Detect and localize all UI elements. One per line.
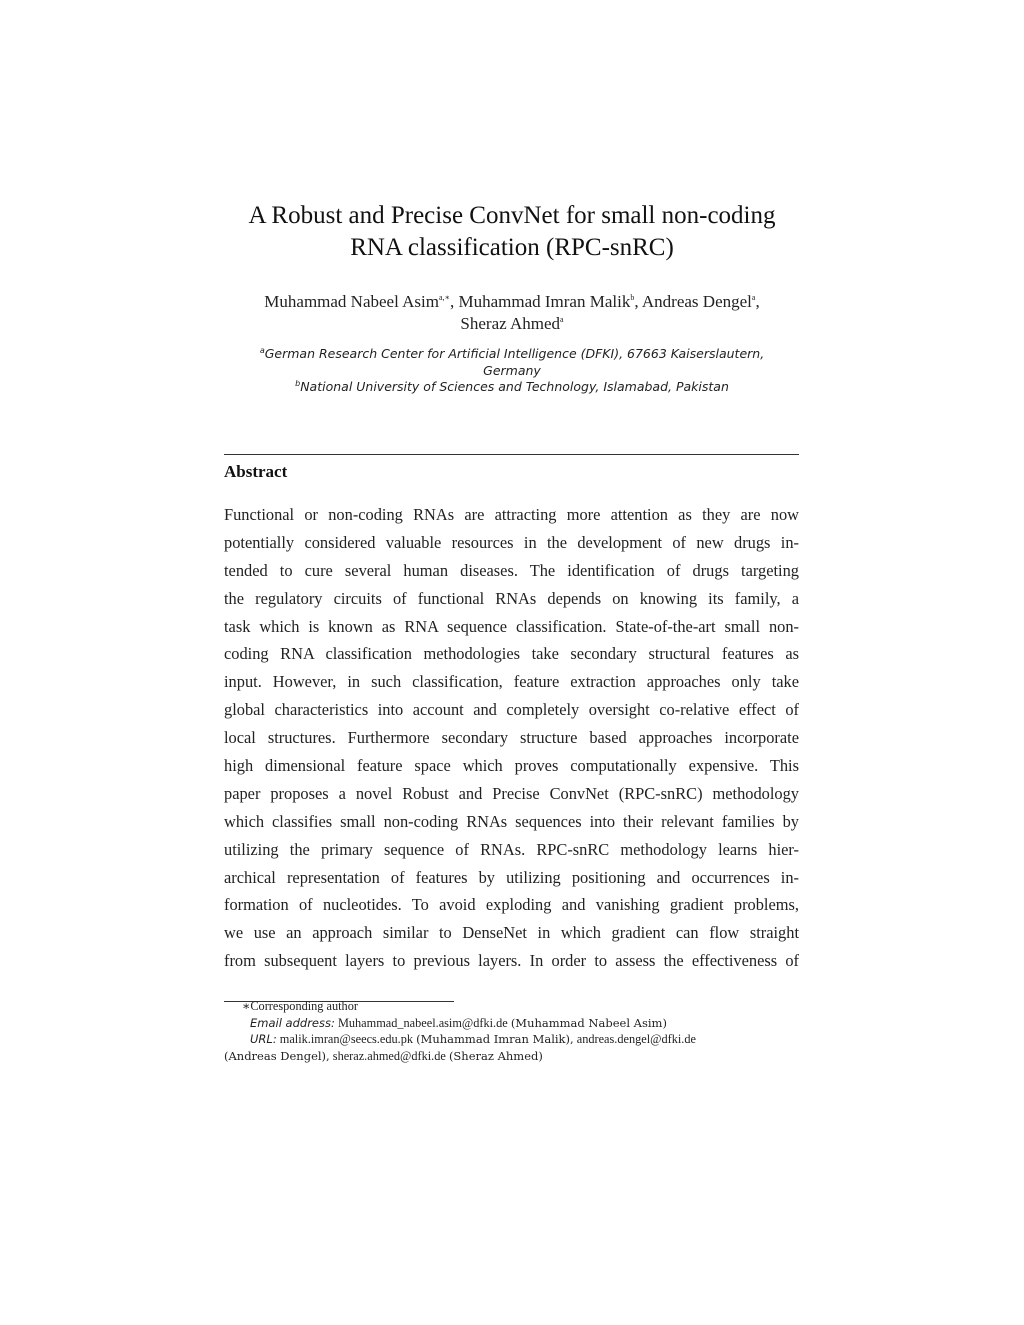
author-mark: a (751, 293, 756, 302)
author-name: Muhammad Nabeel Asim (264, 292, 439, 311)
email-label: Email address: (250, 1015, 335, 1030)
affiliation-mark: b (295, 379, 301, 388)
footnotes (224, 998, 799, 1064)
abstract-body (224, 501, 799, 975)
url-link[interactable]: andreas.dengel@dfki.de (576, 1032, 696, 1047)
abstract-line: task which is known as RNA sequence classification. State-of-the-art small non- (224, 616, 799, 636)
author-list (200, 291, 824, 335)
abstract-heading: Abstract (224, 462, 288, 481)
author-mark: a (560, 315, 564, 324)
abstract-line: coding RNA classification methodologies take secondary structural features as (224, 644, 799, 664)
author-mark: b (630, 293, 635, 302)
abstract-line: we use an approach similar to DenseNet in which gradient can flow straight (224, 923, 799, 943)
author-name: Andreas Dengel (641, 292, 752, 311)
title-line-2: RNA classification (RPC-snRC) (350, 234, 674, 261)
affiliation-text: German Research Center for Artificial Intelligence (DFKI), 67663 Kaiserslautern, (264, 346, 765, 361)
abstract-divider (224, 454, 799, 455)
title-line-1: A Robust and Precise ConvNet for small non-coding (248, 202, 776, 229)
footnote-email (224, 1015, 799, 1032)
author-separator: , (634, 292, 639, 311)
url-owner: (Muhammad Imran Malik), (416, 1032, 574, 1047)
abstract-line: the regulatory circuits of functional RNAs depends on knowing its family, a (224, 588, 799, 608)
author-separator: , (449, 292, 455, 311)
footnote-url-cont (224, 1048, 799, 1065)
author-line-1 (200, 291, 824, 313)
author-mark: a,∗ (438, 293, 450, 302)
abstract-line: archical representation of features by utilizing positioning and occurrences in- (224, 867, 799, 887)
abstract-line: high dimensional feature space which proves computationally expensive. This (224, 756, 799, 776)
url-link[interactable]: malik.imran@seecs.edu.pk (279, 1032, 414, 1047)
abstract-line: which classifies small non-coding RNAs sequences into their relevant families by (224, 811, 799, 831)
abstract-line: Functional or non-coding RNAs are attracting more attention as they are now (224, 505, 799, 524)
footnote-url (224, 1031, 799, 1048)
url-owner: (Sheraz Ahmed) (448, 1048, 543, 1063)
affiliation-mark: a (259, 346, 265, 355)
author-separator: , (755, 292, 760, 311)
footnote-corresponding: ∗Corresponding author (242, 999, 358, 1013)
abstract-line: local structures. Furthermore secondary structure based approaches incorporate (224, 728, 799, 748)
url-label: URL: (250, 1032, 277, 1047)
abstract-line: paper proposes a novel Robust and Precise ConvNet (RPC-snRC) methodology (224, 783, 799, 803)
abstract-line: tended to cure several human diseases. The identification of drugs targeting (224, 560, 799, 580)
affiliation-b (220, 379, 804, 396)
affiliation-a (220, 346, 804, 363)
url-owner: (Andreas Dengel), (224, 1048, 330, 1063)
abstract-line: formation of nucleotides. To avoid exploding and vanishing gradient problems, (224, 895, 799, 915)
affiliation-text: National University of Sciences and Technology, Islamabad, Pakistan (300, 379, 729, 394)
url-link[interactable]: sheraz.ahmed@dfki.de (332, 1048, 446, 1063)
abstract-line: global characteristics into account and completely oversight co-relative effect of (224, 700, 799, 720)
abstract-line: input. However, in such classification, feature extraction approaches only take (224, 672, 799, 692)
author-name: Sheraz Ahmed (460, 314, 561, 333)
affiliation-a-cont: Germany (483, 362, 541, 378)
author-name: Muhammad Imran Malik (458, 292, 631, 311)
email-link[interactable]: Muhammad_nabeel.asim@dfki.de (337, 1015, 508, 1030)
affiliations (220, 346, 804, 396)
abstract-line: from subsequent layers to previous layers. In order to assess the effectiveness of (224, 951, 799, 971)
abstract-line: utilizing the primary sequence of RNAs. RPC-snRC methodology learns hier- (224, 839, 799, 859)
email-owner: (Muhammad Nabeel Asim) (510, 1015, 667, 1030)
paper-title (200, 200, 824, 264)
author-line-2 (200, 313, 824, 335)
abstract-line: potentially considered valuable resources in the development of new drugs in- (224, 532, 799, 552)
